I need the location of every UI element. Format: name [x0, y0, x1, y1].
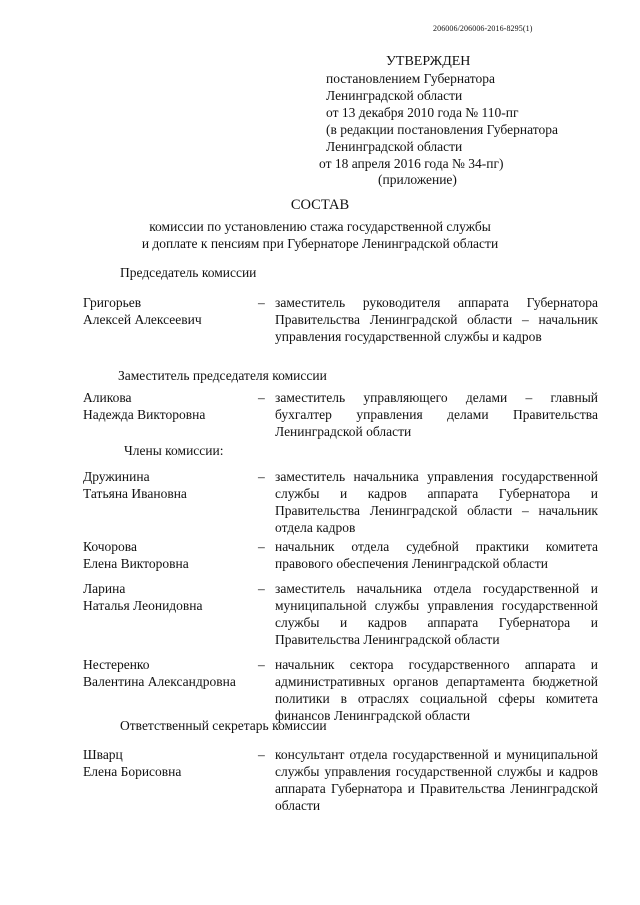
document-subtitle — [0, 218, 640, 252]
document-title: СОСТАВ — [290, 197, 350, 213]
dash: – — [258, 539, 265, 554]
subtitle-line-1: комиссии по установлению стажа государственной службы — [149, 219, 491, 234]
member-given-names: Татьяна Ивановна — [83, 486, 187, 501]
member-position: заместитель руководителя аппарата Губернатора Правительства Ленинградской области – начальник управления государственной службы и кадров — [275, 295, 598, 344]
approval-line: постановлением Губернатора — [326, 71, 495, 86]
member-name — [83, 656, 253, 690]
dash: – — [258, 747, 265, 762]
section-members: Члены комиссии: — [124, 443, 224, 458]
member-surname: Ларина — [83, 581, 126, 596]
dash: – — [258, 581, 265, 596]
section-secretary: Ответственный секретарь комиссии — [120, 718, 327, 733]
member-position: заместитель управляющего делами – главный бухгалтер управления делами Правительства Ленинградской области — [275, 390, 598, 439]
document-number: 206006/206006-2016-8295(1) — [433, 24, 533, 33]
section-chair: Председатель комиссии — [120, 265, 257, 280]
member-position: начальник отдела судебной практики комитета правового обеспечения Ленинградской области — [275, 539, 598, 571]
member-given-names: Наталья Леонидовна — [83, 598, 203, 613]
member-surname: Нестеренко — [83, 657, 150, 672]
member-given-names: Елена Борисовна — [83, 764, 182, 779]
dash: – — [258, 295, 265, 310]
member-position: заместитель начальника управления государственной службы и кадров аппарата Губернатора и Правительства Ленинградской области – начальник отдела кадров — [275, 469, 598, 535]
approval-line: (в редакции постановления Губернатора — [326, 122, 558, 137]
approval-line: от 13 декабря 2010 года № 110-пг — [326, 105, 519, 120]
member-surname: Кочорова — [83, 539, 137, 554]
member-position: заместитель начальника отдела государственной и муниципальной службы управления государственной службы и кадров аппарата Губернатора и Правительства Ленинградской области — [275, 581, 598, 647]
section-deputy: Заместитель председателя комиссии — [118, 368, 327, 383]
member-surname: Дружинина — [83, 469, 150, 484]
member-given-names: Надежда Викторовна — [83, 407, 206, 422]
member-name — [83, 538, 253, 572]
member-surname: Шварц — [83, 747, 123, 762]
dash: – — [258, 657, 265, 672]
member-surname: Аликова — [83, 390, 132, 405]
member-given-names: Валентина Александровна — [83, 674, 236, 689]
member-given-names: Елена Викторовна — [83, 556, 189, 571]
member-name — [83, 746, 253, 780]
dash: – — [258, 390, 265, 405]
subtitle-line-2: и доплате к пенсиям при Губернаторе Ленинградской области — [141, 236, 499, 251]
member-name — [83, 468, 253, 502]
approval-line: от 18 апреля 2016 года № 34-пг) — [319, 156, 504, 171]
dash: – — [258, 469, 265, 484]
member-surname: Григорьев — [83, 295, 142, 310]
member-name — [83, 389, 253, 423]
approval-line: Ленинградской области — [326, 139, 463, 154]
member-position: консультант отдела государственной и муниципальной службы управления государственной службы и кадров аппарата Губернатора и Правительства Ленинградской области — [275, 747, 598, 813]
member-position: начальник сектора государственного аппарата и административных органов департамента бюджетной политики в отраслях социальной сферы комитета финансов Ленинградской области — [275, 657, 598, 723]
member-name — [83, 294, 253, 328]
approval-title: УТВЕРЖДЕН — [386, 54, 471, 69]
approval-line: (приложение) — [378, 172, 457, 187]
member-given-names: Алексей Алексеевич — [83, 312, 202, 327]
approval-line: Ленинградской области — [326, 88, 463, 103]
member-name — [83, 580, 253, 614]
